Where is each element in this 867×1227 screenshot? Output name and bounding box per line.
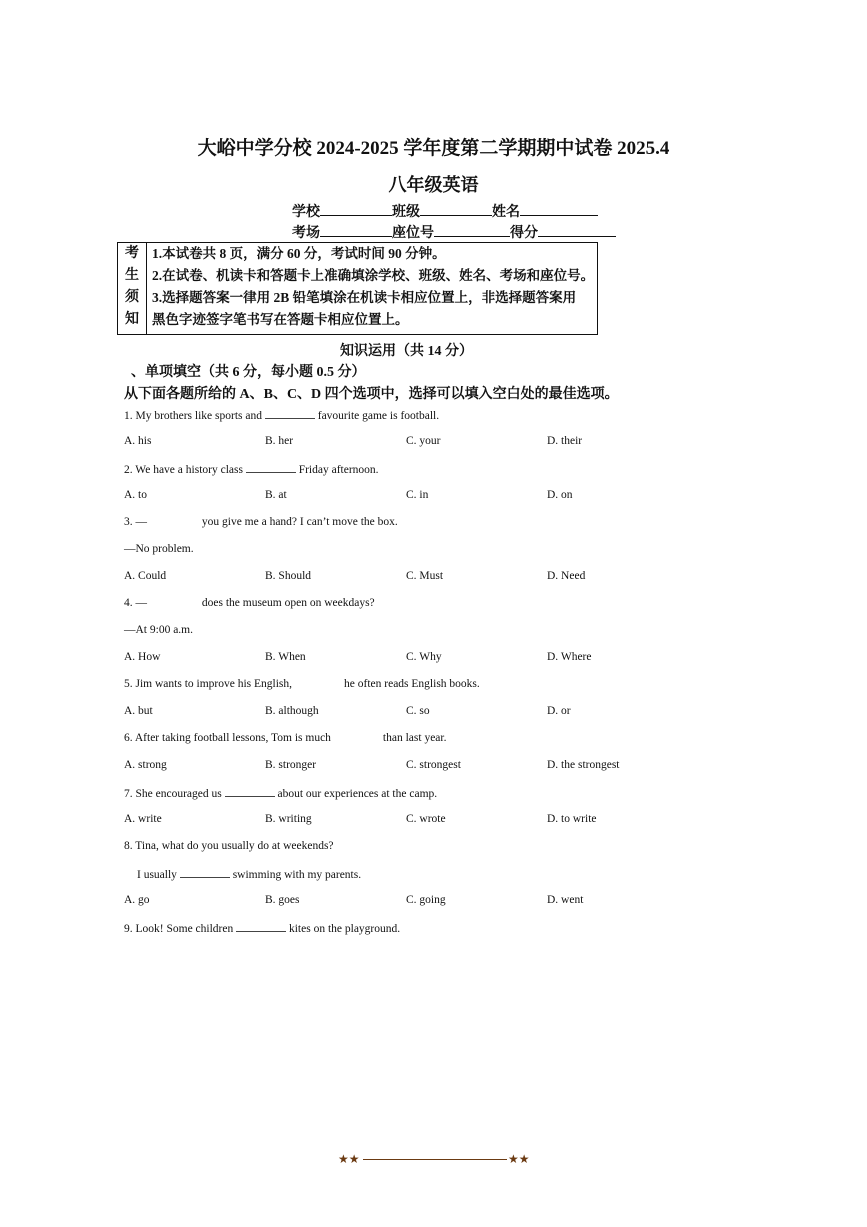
footer-divider <box>363 1159 507 1160</box>
notice-line: 3.选择题答案一律用 2B 铅笔填涂在机读卡相应位置上，非选择题答案用 <box>152 290 577 305</box>
score-label: 得分 <box>510 226 538 241</box>
question-6: 6. After taking football lessons, Tom is much than last year. <box>124 732 447 744</box>
option-b[interactable]: B. writing <box>265 813 312 825</box>
exam-title: 大峪中学分校 2024-2025 学年度第二学期期中试卷 2025.4 <box>197 138 670 159</box>
question-3-reply: —No problem. <box>124 543 194 555</box>
question-1: 1. My brothers like sports and favourite game is football. <box>124 410 440 422</box>
option-d[interactable]: D. or <box>547 705 571 717</box>
option-c[interactable]: C. Must <box>406 570 444 582</box>
option-a[interactable]: A. his <box>124 435 152 447</box>
section-title: 知识运用（共 14 分） <box>340 344 473 359</box>
exam-room-label: 考场 <box>292 226 320 241</box>
option-a[interactable]: A. How <box>124 651 161 663</box>
option-b[interactable]: B. her <box>265 435 294 447</box>
option-d[interactable]: D. went <box>547 894 584 906</box>
school-label: 学校 <box>292 205 320 220</box>
question-4-reply: —At 9:00 a.m. <box>124 624 193 636</box>
exam-room-field[interactable] <box>320 222 392 237</box>
star-icon: ★★ <box>338 1152 360 1166</box>
option-d[interactable]: D. on <box>547 489 573 501</box>
question-8: 8. Tina, what do you usually do at weekends? <box>124 840 334 852</box>
notice-line: 2.在试卷、机读卡和答题卡上准确填涂学校、班级、姓名、考场和座位号。 <box>152 268 595 283</box>
option-b[interactable]: B. Should <box>265 570 312 582</box>
exam-subtitle: 八年级英语 <box>388 175 479 195</box>
option-b[interactable]: B. goes <box>265 894 300 906</box>
question-7: 7. She encouraged us about our experiences at the camp. <box>124 788 438 800</box>
option-c[interactable]: C. wrote <box>406 813 446 825</box>
page-footer-ornament <box>338 1151 532 1167</box>
option-d[interactable]: D. Need <box>547 570 586 582</box>
answer-blank[interactable] <box>246 462 296 473</box>
answer-blank[interactable] <box>180 867 230 878</box>
seat-field[interactable] <box>434 222 510 237</box>
option-d[interactable]: D. their <box>547 435 583 447</box>
option-c[interactable]: C. Why <box>406 651 442 663</box>
option-a[interactable]: A. strong <box>124 759 167 771</box>
option-c[interactable]: C. your <box>406 435 441 447</box>
option-d[interactable]: D. to write <box>547 813 597 825</box>
star-icon: ★★ <box>508 1152 530 1166</box>
option-b[interactable]: B. although <box>265 705 319 717</box>
class-label: 班级 <box>392 205 420 220</box>
exam-notice-box <box>117 242 598 335</box>
question-9: 9. Look! Some children kites on the playground. <box>124 923 401 935</box>
info-row-2 <box>292 222 616 242</box>
option-c[interactable]: C. going <box>406 894 446 906</box>
class-field[interactable] <box>420 201 492 216</box>
option-c[interactable]: C. in <box>406 489 429 501</box>
score-field[interactable] <box>538 222 616 237</box>
notice-label: 考 生 须 知 <box>118 243 147 334</box>
school-field[interactable] <box>320 201 392 216</box>
info-row-1 <box>292 201 598 221</box>
option-d[interactable]: D. the strongest <box>547 759 620 771</box>
option-b[interactable]: B. When <box>265 651 306 663</box>
question-2: 2. We have a history class Friday afternoon. <box>124 464 379 476</box>
option-c[interactable]: C. strongest <box>406 759 461 771</box>
option-a[interactable]: A. Could <box>124 570 167 582</box>
notice-body <box>152 243 594 331</box>
instruction: 从下面各题所给的 A、B、C、D 四个选项中，选择可以填入空白处的最佳选项。 <box>124 387 619 402</box>
option-b[interactable]: B. at <box>265 489 287 501</box>
name-field[interactable] <box>520 201 598 216</box>
notice-line: 1.本试卷共 8 页，满分 60 分，考试时间 90 分钟。 <box>152 246 446 261</box>
option-a[interactable]: A. go <box>124 894 150 906</box>
notice-line: 黑色字迹签字笔书写在答题卡相应位置上。 <box>152 312 409 327</box>
answer-blank[interactable] <box>236 921 286 932</box>
option-a[interactable]: A. to <box>124 489 147 501</box>
option-a[interactable]: A. but <box>124 705 153 717</box>
question-3: 3. — you give me a hand? I can’t move the box. <box>124 516 398 528</box>
option-d[interactable]: D. Where <box>547 651 592 663</box>
answer-blank[interactable] <box>225 786 275 797</box>
name-label: 姓名 <box>492 205 520 220</box>
option-b[interactable]: B. stronger <box>265 759 317 771</box>
option-c[interactable]: C. so <box>406 705 430 717</box>
seat-label: 座位号 <box>392 226 434 241</box>
question-5: 5. Jim wants to improve his English, he often reads English books. <box>124 678 480 690</box>
question-4: 4. — does the museum open on weekdays? <box>124 597 375 609</box>
answer-blank[interactable] <box>265 408 315 419</box>
part-title: 、单项填空（共 6 分，每小题 0.5 分） <box>131 365 366 380</box>
option-a[interactable]: A. write <box>124 813 162 825</box>
question-8-reply: I usually swimming with my parents. <box>137 869 362 881</box>
